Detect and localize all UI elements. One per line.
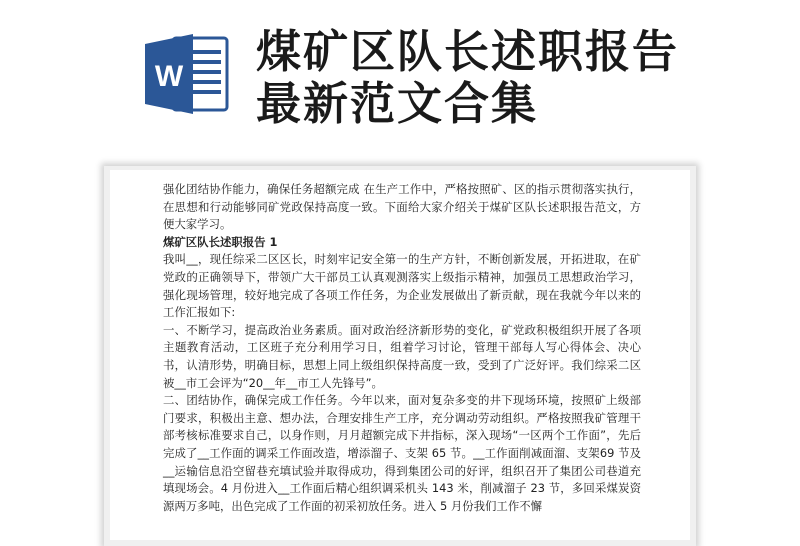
title-line-1: 煤矿区队长述职报告 (256, 25, 680, 78)
body-paragraph: 一、不断学习，提高政治业务素质。面对政治经济新形势的变化，矿党政积极组织开展了各项主题教育活动，工区班子充分利用学习日，组着学习讨论，管理干部每人写心得体会、决心书，认清形势，明确目标，思想上同上级组织保持高度一致，受到了广泛好评。我们综采二区被__市工会评为“20__年__市工人先锋号”。 (163, 322, 641, 390)
body-paragraph: 二、团结协作，确保完成工作任务。今年以来，面对复杂多变的井下现场环境，按照矿上级部门要求，积极出主意、想办法，合理安排生产工序，充分调动劳动组织。严格按照我矿管理干部考核标准要求自己，以身作则，月月超额完成下井指标，深入现场“一区两个工作面”，先后完成了__工作面的调采工作面改造，增添溜子、支架 65 节。__工作面削减面溜、支架69 节及__运输信息沿空留巷充填试验并取得成功，得到集团公司的好评，组织召开了集团公司巷道充填现场会。4 月份进入__工作面后精心组织调采机头 143 米，削减溜子 23 节，多回采煤炭资源两万多吨，出色完成了工作面的初采初放任务。进入 5 月份我们工作不懈 (163, 393, 641, 513)
word-icon-letter: W (154, 60, 184, 93)
body-paragraph: 我叫__，现任综采二区区长，时刻牢记安全第一的生产方针，不断创新发展，开拓进取，在矿党政的正确领导下，带领广大干部员工认真观测落实上级指示精神，加强员工思想政治学习，强化现场管理，较好地完成了各项工作任务，为企业发展做出了新贡献，现在我就今年以来的工作汇报如下: (163, 252, 641, 320)
document-body (163, 181, 641, 515)
word-document-icon (143, 30, 231, 118)
section-heading: 煤矿区队长述职报告 1 (163, 234, 278, 249)
intro-paragraph: 强化团结协作能力，确保任务超额完成 在生产工作中，严格按照矿、区的指示贯彻落实执行，在思想和行动能够同矿党政保持高度一致。下面给大家介绍关于煤矿区队长述职报告范文，方便大家学习。 (163, 182, 641, 232)
title-line-2: 最新范文合集 (256, 77, 539, 130)
header (0, 0, 800, 150)
page-title (256, 26, 776, 130)
